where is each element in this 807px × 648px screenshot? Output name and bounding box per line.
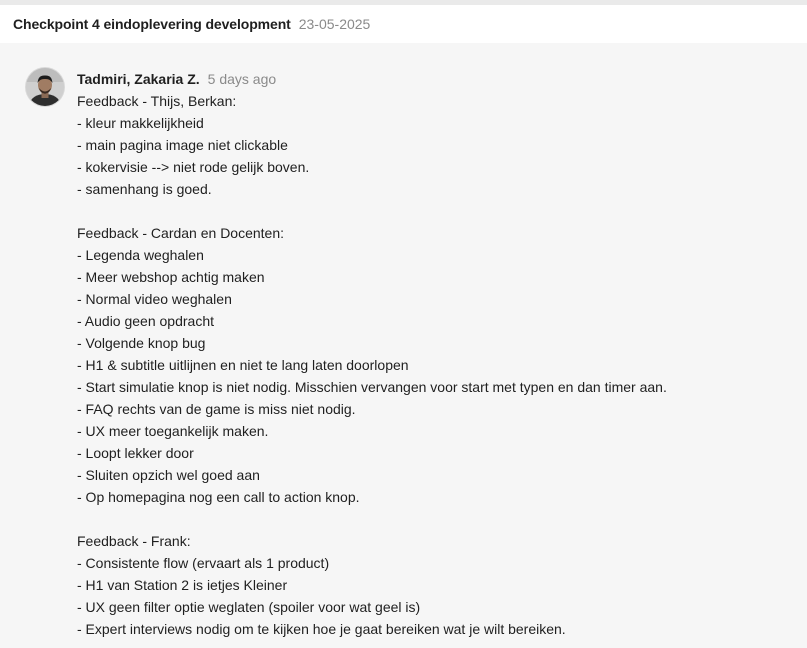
comment-line: - Volgende knop bug [77,335,206,351]
comment-line: - samenhang is goed. [77,181,212,197]
comment-line: Feedback - Frank: [77,533,191,549]
comment-line: - Start simulatie knop is niet nodig. Misschien vervangen voor start met typen en dan timer aan. [77,379,667,395]
comment-timestamp: 5 days ago [207,71,277,87]
avatar-photo [26,68,64,106]
comment-line: - FAQ rechts van de game is miss niet nodig. [77,401,356,417]
comment-line: Feedback - Cardan en Docenten: [77,225,285,241]
comment [77,68,797,640]
assignment-title[interactable]: Checkpoint 4 eindoplevering development [13,16,291,32]
comment-line: - Expert interviews nodig om te kijken hoe je gaat bereiken wat je wilt bereiken. [77,621,566,637]
assignment-date: 23-05-2025 [298,16,371,32]
comment-line: - Consistente flow (ervaart als 1 product) [77,555,330,571]
comment-line: Feedback - Thijs, Berkan: [77,93,237,109]
comment-meta [77,68,797,90]
comment-line: - H1 van Station 2 is ietjes Kleiner [77,577,288,593]
comment-line: - Meer webshop achtig maken [77,269,265,285]
comment-line: - Loopt lekker door [77,445,194,461]
comment-line: - Audio geen opdracht [77,313,214,329]
comment-line: - kleur makkelijkheid [77,115,204,131]
comment-author[interactable]: Tadmiri, Zakaria Z. [77,71,200,87]
comment-blank-line [77,200,797,222]
comment-line: - Sluiten opzich wel goed aan [77,467,260,483]
assignment-header [0,5,807,43]
comment-line: - UX meer toegankelijk maken. [77,423,269,439]
comment-line: - kokervisie --> niet rode gelijk boven. [77,159,310,175]
comment-line: - Op homepagina nog een call to action knop. [77,489,360,505]
comment-line: - main pagina image niet clickable [77,137,288,153]
comment-line: - Normal video weghalen [77,291,232,307]
comment-line: - Legenda weghalen [77,247,204,263]
comment-blank-line [77,508,797,530]
comment-body [77,90,797,640]
author-avatar[interactable] [26,68,64,106]
comment-line: - UX geen filter optie weglaten (spoiler voor wat geel is) [77,599,421,615]
comment-line: - H1 & subtitle uitlijnen en niet te lang laten doorlopen [77,357,409,373]
